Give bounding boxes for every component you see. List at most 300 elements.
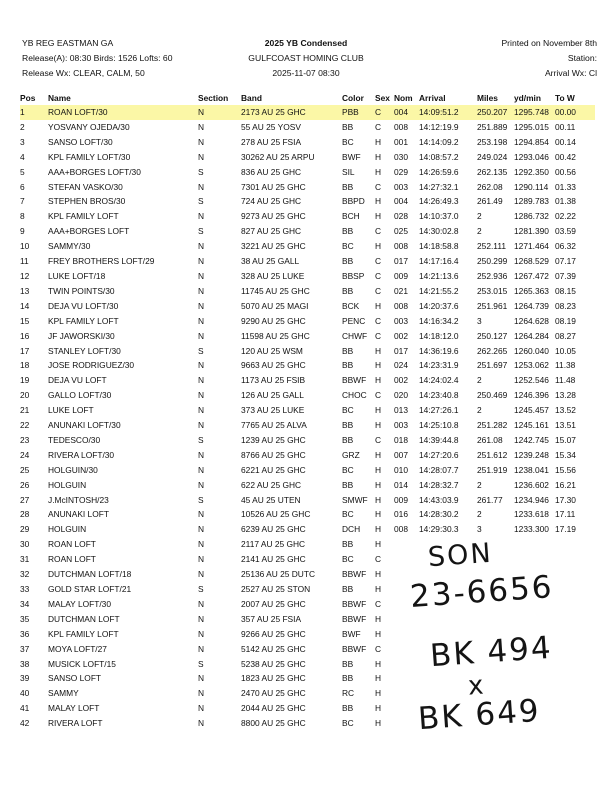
pos-cell: 15 (20, 315, 30, 326)
arrival-cell: 14:43:03.9 (419, 494, 459, 505)
to-win-cell: 00.11 (555, 121, 576, 132)
pos-cell: 3 (20, 136, 25, 147)
nom-cell (394, 537, 419, 552)
pos-cell: 27 (20, 494, 30, 505)
pos-cell: 42 (20, 718, 30, 729)
section-cell: N (198, 613, 205, 624)
band-cell: 1239 AU 25 GHC (241, 434, 306, 445)
to-win-cell (555, 537, 595, 552)
sex-cell: H (375, 151, 382, 162)
band-cell: 2173 AU 25 GHC (241, 105, 342, 120)
name-cell: HOLGUIN (48, 479, 87, 490)
name-cell: J.McINTOSH/23 (48, 494, 109, 505)
color-cell: BC (342, 509, 354, 520)
name-cell: ANUNAKI LOFT (48, 509, 109, 520)
color-cell: BB (342, 420, 354, 431)
release-weather: Release Wx: CLEAR, CALM, 50 (22, 68, 145, 78)
color-cell: BCK (342, 300, 360, 311)
section-cell: S (198, 494, 204, 505)
band-cell: 9273 AU 25 GHC (241, 211, 306, 222)
pos-cell: 1 (20, 105, 48, 120)
report-title: 2025 YB Condensed (264, 38, 348, 48)
miles-cell: 262.265 (477, 345, 508, 356)
nom-cell: 009 (394, 270, 408, 281)
nom-cell: 025 (394, 226, 408, 237)
to-win-cell: 03.59 (555, 226, 576, 237)
table-row (20, 358, 595, 373)
arrival-cell: 14:28:32.7 (419, 479, 459, 490)
section-cell: N (198, 628, 205, 639)
section-cell: N (198, 300, 205, 311)
nom-cell: 003 (394, 181, 408, 192)
nom-cell: 018 (394, 434, 408, 445)
col-pos: Pos (20, 93, 36, 103)
band-cell: 38 AU 25 GALL (241, 256, 300, 267)
col-section: Section (198, 93, 229, 103)
to-win-cell (555, 671, 595, 686)
yd-per-min-cell: 1286.732 (514, 211, 549, 222)
sex-cell: H (375, 375, 382, 386)
band-cell: 328 AU 25 LUKE (241, 270, 305, 281)
miles-cell: 251.612 (477, 449, 508, 460)
table-row (20, 254, 595, 269)
pos-cell: 29 (20, 524, 30, 535)
color-cell: BBWF (342, 569, 367, 580)
color-cell: BC (342, 136, 354, 147)
name-cell: LUKE LOFT/18 (48, 270, 106, 281)
section-cell: N (198, 598, 205, 609)
sex-cell: C (375, 181, 382, 192)
nom-cell: 016 (394, 509, 408, 520)
pos-cell: 41 (20, 703, 30, 714)
color-cell: BB (342, 285, 354, 296)
yd-per-min-cell: 1295.748 (514, 105, 555, 120)
band-cell: 2141 AU 25 GHC (241, 554, 306, 565)
section-cell: N (198, 211, 205, 222)
sex-cell: H (375, 524, 382, 535)
sex-cell: H (375, 718, 382, 729)
yd-per-min-cell: 1264.628 (514, 315, 549, 326)
band-cell: 2117 AU 25 GHC (241, 539, 306, 550)
to-win-cell (555, 627, 595, 642)
band-cell: 120 AU 25 WSM (241, 345, 303, 356)
yd-per-min-cell: 1268.529 (514, 256, 549, 267)
pos-cell: 17 (20, 345, 30, 356)
table-row (20, 403, 595, 418)
miles-cell: 2 (477, 509, 482, 520)
sex-cell: H (375, 345, 382, 356)
pos-cell: 14 (20, 300, 30, 311)
yd-per-min-cell: 1245.161 (514, 420, 549, 431)
pos-cell: 35 (20, 613, 30, 624)
yd-per-min-cell: 1233.618 (514, 509, 549, 520)
to-win-cell: 15.34 (555, 449, 576, 460)
table-row (20, 388, 595, 403)
pos-cell: 7 (20, 196, 25, 207)
section-cell: N (198, 270, 205, 281)
band-cell: 2044 AU 25 GHC (241, 703, 306, 714)
nom-cell: 013 (394, 405, 408, 416)
sex-cell: H (375, 703, 382, 714)
to-win-cell (555, 582, 595, 597)
pos-cell: 24 (20, 449, 30, 460)
table-row (20, 671, 595, 686)
section-cell: N (198, 673, 205, 684)
pos-cell: 25 (20, 464, 30, 475)
section-cell: S (198, 434, 204, 445)
section-cell: N (198, 643, 205, 654)
pos-cell: 11 (20, 256, 29, 267)
color-cell: BB (342, 479, 354, 490)
nom-cell: 030 (394, 151, 408, 162)
handwritten-band-number: 23-6656 (408, 569, 555, 615)
table-row (20, 478, 595, 493)
color-cell: CHWF (342, 330, 368, 341)
pos-cell: 10 (20, 241, 30, 252)
sex-cell: H (375, 658, 382, 669)
color-cell: BWF (342, 151, 361, 162)
miles-cell: 262.135 (477, 166, 508, 177)
band-cell: 8800 AU 25 GHC (241, 718, 306, 729)
to-win-cell: 08.27 (555, 330, 576, 341)
pos-cell: 28 (20, 509, 30, 520)
color-cell: SIL (342, 166, 355, 177)
col-arrival: Arrival (419, 93, 446, 103)
band-cell: 2007 AU 25 GHC (241, 598, 306, 609)
band-cell: 9290 AU 25 GHC (241, 315, 306, 326)
arrival-cell: 14:12:19.9 (419, 121, 459, 132)
nom-cell: 008 (394, 300, 408, 311)
to-win-cell: 11.38 (555, 360, 576, 371)
sex-cell: H (375, 420, 382, 431)
table-row (20, 120, 595, 135)
section-cell: S (198, 658, 204, 669)
arrival-cell: 14:28:30.2 (419, 509, 459, 520)
to-win-cell (555, 701, 595, 716)
band-cell: 126 AU 25 GALL (241, 390, 304, 401)
table-row (20, 224, 595, 239)
miles-cell: 251.961 (477, 300, 508, 311)
yd-per-min-cell: 1290.114 (514, 181, 549, 192)
sex-cell: H (375, 688, 382, 699)
yd-per-min-cell: 1252.546 (514, 375, 549, 386)
band-cell: 373 AU 25 LUKE (241, 405, 305, 416)
to-win-cell: 08.23 (555, 300, 576, 311)
yd-per-min-cell: 1253.062 (514, 360, 549, 371)
section-cell: N (198, 554, 205, 565)
section-cell: S (198, 226, 204, 237)
color-cell: PENC (342, 315, 366, 326)
sex-cell: H (375, 211, 382, 222)
section-cell: N (198, 509, 205, 520)
to-win-cell: 13.28 (555, 390, 576, 401)
band-cell: 3221 AU 25 GHC (241, 241, 306, 252)
pos-cell: 4 (20, 151, 25, 162)
sex-cell: C (375, 390, 382, 401)
arrival-cell: 14:26:49.3 (419, 196, 459, 207)
yd-per-min-cell (514, 552, 555, 567)
color-cell: BB (342, 256, 354, 267)
color-cell: BBPD (342, 196, 365, 207)
nom-cell: 017 (394, 345, 408, 356)
pos-cell: 32 (20, 569, 30, 580)
to-win-cell: 01.38 (555, 196, 576, 207)
color-cell: RC (342, 688, 355, 699)
name-cell: AAA+BORGES LOFT (48, 226, 130, 237)
miles-cell: 3 (477, 524, 482, 535)
color-cell: BB (342, 121, 354, 132)
nom-cell: 002 (394, 375, 408, 386)
yd-per-min-cell: 1236.602 (514, 479, 549, 490)
sex-cell: C (375, 285, 382, 296)
name-cell: FREY BROTHERS LOFT/29 (48, 256, 155, 267)
to-win-cell: 00.14 (555, 136, 576, 147)
pos-cell: 9 (20, 226, 25, 237)
to-win-cell: 17.19 (555, 524, 576, 535)
arrival-cell: 14:18:58.8 (419, 241, 459, 252)
arrival-weather: Arrival Wx: Cl (544, 68, 597, 78)
arrival-cell: 14:30:02.8 (419, 226, 459, 237)
pos-cell: 23 (20, 434, 30, 445)
name-cell: DUTCHMAN LOFT (48, 613, 120, 624)
color-cell: BCH (342, 211, 360, 222)
sex-cell: C (375, 330, 382, 341)
table-row (20, 418, 595, 433)
name-cell: MALAY LOFT (48, 703, 100, 714)
table-row (20, 448, 595, 463)
arrival-cell: 14:25:10.8 (419, 420, 459, 431)
section-cell: N (198, 718, 205, 729)
miles-cell: 2 (477, 405, 482, 416)
yd-per-min-cell: 1264.739 (514, 300, 549, 311)
section-cell: S (198, 196, 204, 207)
miles-cell (477, 612, 514, 627)
color-cell: BB (342, 539, 354, 550)
section-cell: N (198, 285, 205, 296)
table-row (20, 433, 595, 448)
name-cell: ANUNAKI LOFT/30 (48, 420, 121, 431)
miles-cell: 250.469 (477, 390, 508, 401)
pos-cell: 19 (20, 375, 30, 386)
handwritten-sire: BK 494 (428, 629, 554, 675)
arrival-cell: 14:21:13.6 (419, 270, 459, 281)
to-win-cell (555, 686, 595, 701)
arrival-cell: 14:21:55.2 (419, 285, 459, 296)
nom-cell (394, 627, 419, 642)
nom-cell: 014 (394, 479, 408, 490)
pos-cell: 2 (20, 121, 25, 132)
yd-per-min-cell: 1289.783 (514, 196, 549, 207)
miles-cell: 252.936 (477, 270, 508, 281)
miles-cell: 250.299 (477, 256, 508, 267)
to-win-cell (555, 612, 595, 627)
section-cell: N (198, 703, 205, 714)
nom-cell: 002 (394, 330, 408, 341)
table-row (20, 105, 595, 120)
name-cell: GOLD STAR LOFT/21 (48, 584, 132, 594)
sex-cell: H (375, 479, 382, 490)
pos-cell: 5 (20, 166, 25, 177)
yd-per-min-cell: 1234.946 (514, 494, 549, 505)
miles-cell: 2 (477, 211, 482, 222)
miles-cell: 251.697 (477, 360, 508, 371)
table-row (20, 239, 595, 254)
arrival-cell: 14:23:40.8 (419, 390, 459, 401)
col-miles: Miles (477, 93, 498, 103)
miles-cell: 251.282 (477, 420, 508, 431)
to-win-cell: 17.30 (555, 494, 576, 505)
nom-cell: 009 (394, 494, 408, 505)
to-win-cell: 06.32 (555, 241, 576, 252)
sex-cell: H (375, 539, 382, 550)
miles-cell: 2 (477, 226, 482, 237)
arrival-cell: 14:09:51.2 (419, 105, 477, 120)
band-cell: 25136 AU 25 DUTC (241, 569, 316, 580)
sex-cell: H (375, 628, 382, 639)
name-cell: STEFAN VASKO/30 (48, 181, 123, 192)
name-cell: SAMMY/30 (48, 241, 91, 252)
yd-per-min-cell: 1294.854 (514, 136, 549, 147)
arrival-cell: 14:08:57.2 (419, 151, 459, 162)
sex-cell: C (375, 315, 382, 326)
miles-cell: 250.207 (477, 105, 514, 120)
name-cell: KPL FAMILY LOFT/30 (48, 151, 131, 162)
sex-cell: H (375, 405, 382, 416)
miles-cell: 2 (477, 375, 482, 386)
name-cell: JF JAWORSKI/30 (48, 330, 115, 341)
section-cell: N (198, 136, 205, 147)
section-cell: N (198, 479, 205, 490)
band-cell: 5070 AU 25 MAGI (241, 300, 309, 311)
table-row (20, 180, 595, 195)
to-win-cell: 13.51 (555, 420, 576, 431)
sex-cell: H (375, 360, 382, 371)
yd-per-min-cell (514, 612, 555, 627)
sex-cell: H (375, 300, 382, 311)
yd-per-min-cell: 1281.390 (514, 226, 549, 237)
pos-cell: 40 (20, 688, 30, 699)
to-win-cell (555, 597, 595, 612)
band-cell: 724 AU 25 GHC (241, 196, 302, 207)
handwritten-dam: BK 649 (416, 692, 542, 738)
pos-cell: 36 (20, 628, 30, 639)
table-row (20, 463, 595, 478)
color-cell: BBWF (342, 598, 367, 609)
sex-cell: H (375, 584, 382, 594)
section-cell: N (198, 464, 205, 475)
col-nom: Nom (394, 93, 413, 103)
miles-cell: 249.024 (477, 151, 508, 162)
pos-cell: 8 (20, 211, 25, 222)
print-info (501, 36, 597, 81)
pos-cell: 21 (20, 405, 30, 416)
name-cell: RIVERA LOFT (48, 718, 103, 729)
section-cell: N (198, 390, 205, 401)
sex-cell: H (375, 494, 382, 505)
col-to-win: To W (555, 93, 575, 103)
nom-cell (394, 552, 419, 567)
pos-cell: 39 (20, 673, 30, 684)
to-win-cell: 08.15 (555, 285, 576, 296)
color-cell: GRZ (342, 449, 360, 460)
sex-cell: C (375, 643, 382, 654)
nom-cell: 001 (394, 136, 408, 147)
nom-cell (394, 671, 419, 686)
col-band: Band (241, 93, 262, 103)
to-win-cell: 11.48 (555, 375, 576, 386)
name-cell: DUTCHMAN LOFT/18 (48, 569, 132, 580)
color-cell: BBSP (342, 270, 365, 281)
pos-cell: 38 (20, 658, 30, 669)
nom-cell: 003 (394, 420, 408, 431)
arrival-cell: 14:36:19.6 (419, 345, 459, 356)
name-cell: DEJA VU LOFT/30 (48, 300, 119, 311)
to-win-cell: 00.56 (555, 166, 576, 177)
table-row (20, 269, 595, 284)
yd-per-min-cell: 1265.363 (514, 285, 549, 296)
name-cell: AAA+BORGES LOFT/30 (48, 166, 141, 177)
miles-cell: 2 (477, 479, 482, 490)
miles-cell: 3 (477, 315, 482, 326)
to-win-cell: 01.33 (555, 181, 576, 192)
section-cell: N (198, 105, 241, 120)
nom-cell: 008 (394, 121, 408, 132)
to-win-cell: 00.00 (555, 105, 595, 120)
section-cell: N (198, 256, 205, 267)
section-cell: N (198, 539, 205, 550)
band-cell: 5142 AU 25 GHC (241, 643, 306, 654)
color-cell: BBWF (342, 375, 367, 386)
color-cell: BC (342, 241, 354, 252)
arrival-cell: 14:26:59.6 (419, 166, 459, 177)
pos-cell: 22 (20, 420, 30, 431)
color-cell: BB (342, 181, 354, 192)
yd-per-min-cell (514, 537, 555, 552)
name-cell: KPL FAMILY LOFT (48, 628, 119, 639)
nom-cell: 007 (394, 449, 408, 460)
arrival-cell: 14:27:32.1 (419, 181, 459, 192)
to-win-cell: 16.21 (555, 479, 576, 490)
name-cell: HOLGUIN/30 (48, 464, 98, 475)
sex-cell: H (375, 569, 382, 580)
section-cell: S (198, 584, 204, 594)
band-cell: 10526 AU 25 GHC (241, 509, 311, 520)
yd-per-min-cell: 1271.464 (514, 241, 549, 252)
name-cell: SAMMY (48, 688, 79, 699)
table-row (20, 329, 595, 344)
section-cell: N (198, 121, 205, 132)
table-row (20, 165, 595, 180)
name-cell: GALLO LOFT/30 (48, 390, 112, 401)
table-row (20, 314, 595, 329)
table-row (20, 150, 595, 165)
section-cell: N (198, 688, 205, 699)
miles-cell: 253.198 (477, 136, 508, 147)
sex-cell: H (375, 166, 382, 177)
color-cell: BC (342, 464, 354, 475)
sex-cell: H (375, 136, 382, 147)
band-cell: 30262 AU 25 ARPU (241, 151, 315, 162)
sex-cell: C (375, 256, 382, 267)
table-row (20, 507, 595, 522)
pos-cell: 34 (20, 598, 30, 609)
to-win-cell: 07.17 (555, 256, 576, 267)
band-cell: 1173 AU 25 FSIB (241, 375, 306, 386)
to-win-cell (555, 642, 595, 657)
arrival-cell: 14:24:02.4 (419, 375, 459, 386)
pos-cell: 6 (20, 181, 25, 192)
handwritten-son: SON (426, 537, 494, 574)
